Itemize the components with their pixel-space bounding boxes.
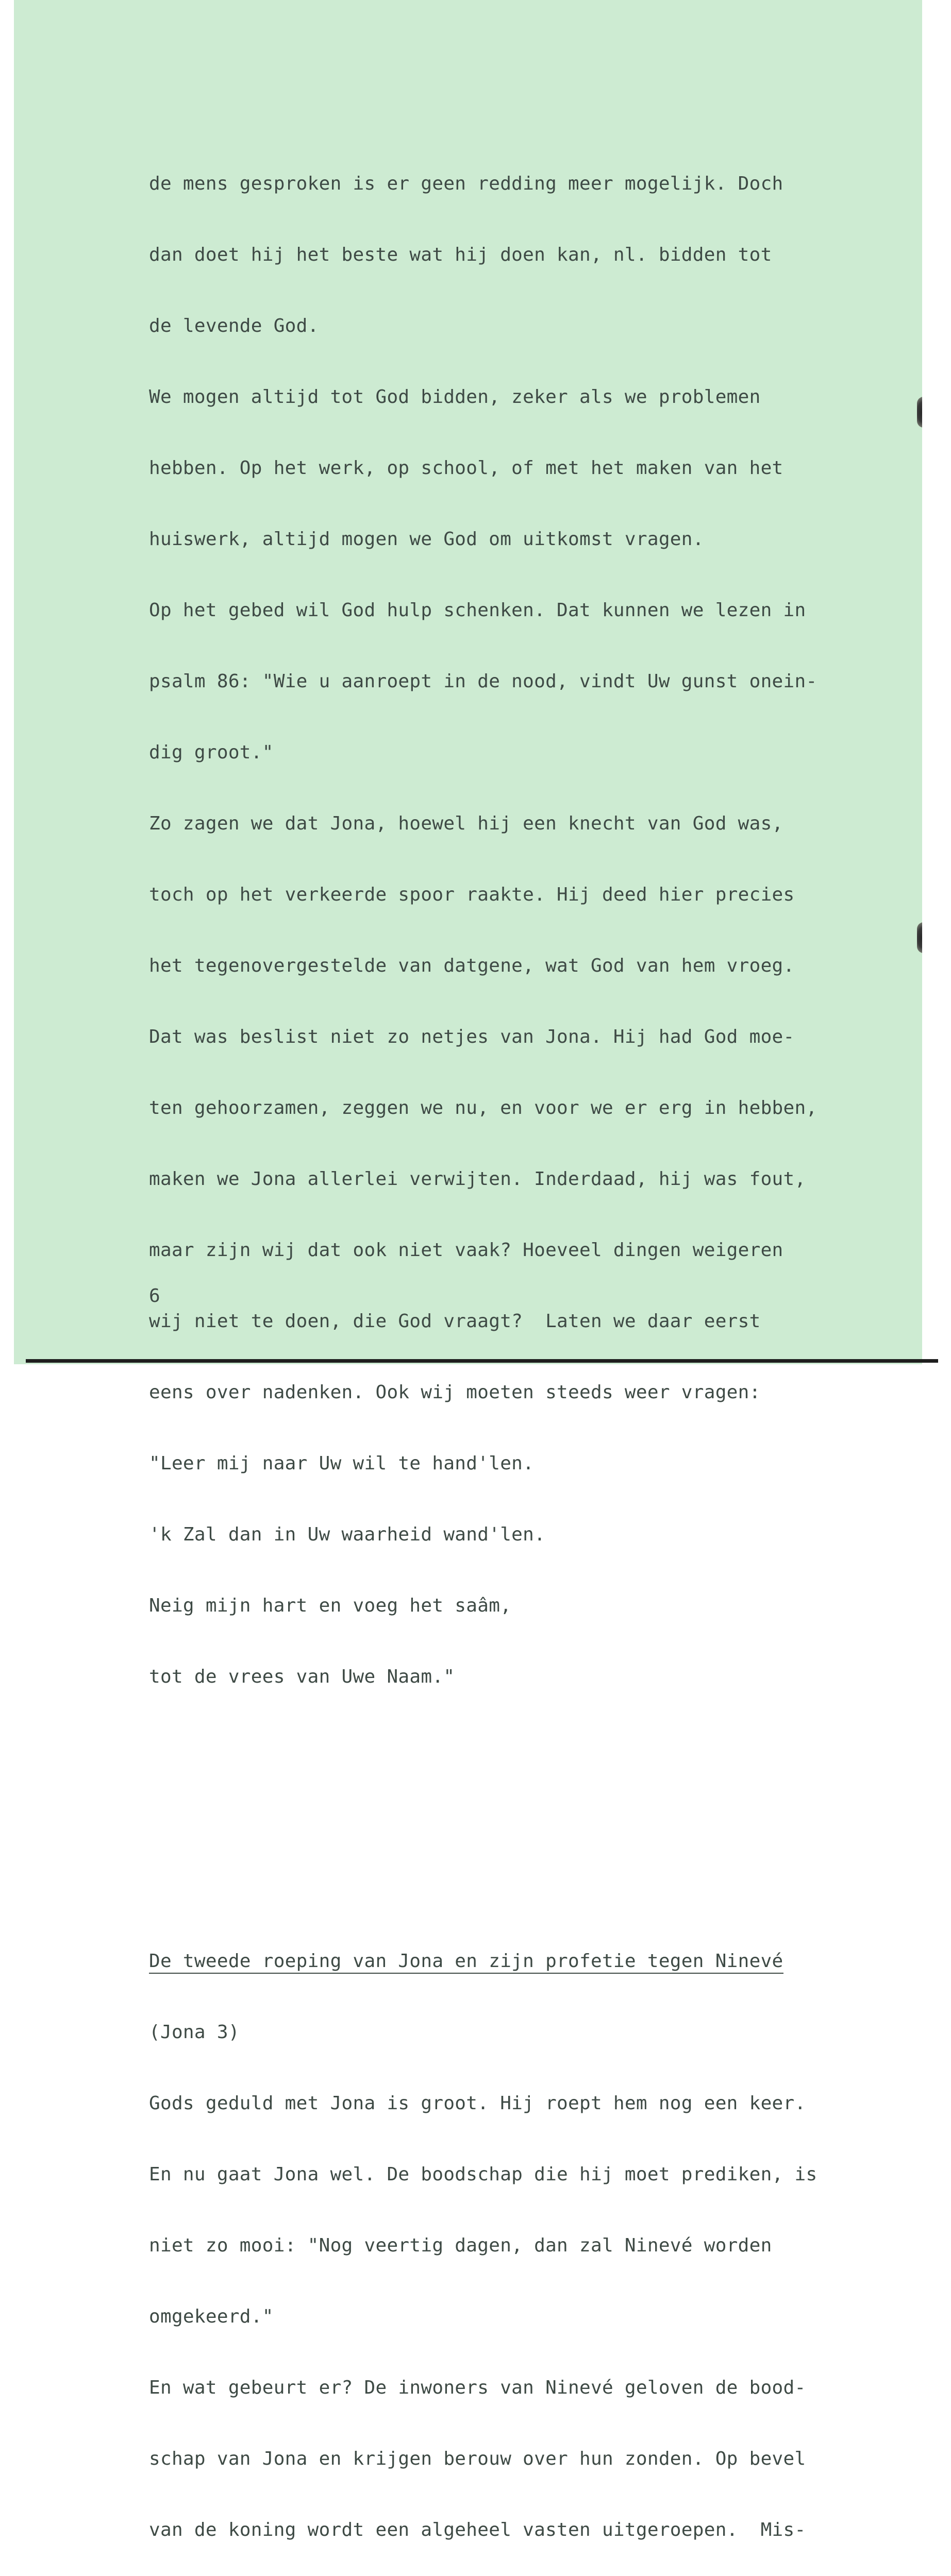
section-jona-3: [149, 1902, 871, 2576]
text-line: huiswerk, altijd mogen we God om uitkomst vragen.: [149, 529, 704, 550]
poem-line: Neig mijn hart en voeg het saâm,: [149, 1595, 512, 1616]
text-line: Op het gebed wil God hulp schenken. Dat kunnen we lezen in: [149, 600, 806, 621]
scan-bottom-edge: [26, 1359, 938, 1363]
text-line: eens over nadenken. Ook wij moeten steeds weer vragen:: [149, 1382, 761, 1403]
text-line: de mens gesproken is er geen redding meer mogelijk. Doch: [149, 173, 783, 194]
binder-hole-top: [917, 397, 922, 428]
text-line: dan doet hij het beste wat hij doen kan, nl. bidden tot: [149, 244, 772, 265]
text-line: toch op het verkeerde spoor raakte. Hij deed hier precies: [149, 884, 795, 905]
text-line: schap van Jona en krijgen berouw over hun zonden. Op bevel: [149, 2448, 806, 2469]
poem-line: 'k Zal dan in Uw waarheid wand'len.: [149, 1524, 546, 1545]
text-line: niet zo mooi: "Nog veertig dagen, dan zal Ninevé worden: [149, 2235, 772, 2256]
text-line: het tegenovergestelde van datgene, wat God van hem vroeg.: [149, 955, 795, 976]
text-line: We mogen altijd tot God bidden, zeker als we problemen: [149, 386, 761, 408]
text-line: En nu gaat Jona wel. De boodschap die hij moet prediken, is: [149, 2164, 817, 2185]
text-line: omgekeerd.": [149, 2306, 274, 2327]
text-line: psalm 86: "Wie u aanroept in de nood, vindt Uw gunst onein-: [149, 671, 817, 692]
paragraph-gap: [149, 1807, 871, 1831]
section-reference: (Jona 3): [149, 2022, 240, 2043]
paragraph-block-1: [149, 125, 871, 1736]
page-number: 6: [149, 1285, 160, 1307]
text-line: Zo zagen we dat Jona, hoewel hij een knecht van God was,: [149, 813, 783, 834]
section-heading: De tweede roeping van Jona en zijn profetie tegen Ninevé: [149, 1951, 783, 1974]
text-line: hebben. Op het werk, op school, of met het maken van het: [149, 457, 783, 479]
text-line: Gods geduld met Jona is groot. Hij roept hem nog een keer.: [149, 2093, 806, 2114]
poem-line: tot de vrees van Uwe Naam.": [149, 1666, 455, 1687]
binder-hole-bottom: [917, 922, 922, 953]
text-line: Dat was beslist niet zo netjes van Jona. Hij had God moe-: [149, 1026, 795, 1047]
body-text: [149, 77, 871, 2576]
text-line: wij niet te doen, die God vraagt? Laten we daar eerst: [149, 1311, 761, 1332]
text-line: En wat gebeurt er? De inwoners van Ninevé geloven de bood-: [149, 2377, 806, 2398]
poem-line: "Leer mij naar Uw wil te hand'len.: [149, 1453, 535, 1474]
text-line: dig groot.": [149, 742, 274, 763]
text-line: ten gehoorzamen, zeggen we nu, en voor we er erg in hebben,: [149, 1097, 817, 1118]
text-line: maar zijn wij dat ook niet vaak? Hoeveel dingen weigeren: [149, 1240, 783, 1261]
text-line: de levende God.: [149, 315, 319, 336]
text-line: maken we Jona allerlei verwijten. Inderdaad, hij was fout,: [149, 1168, 806, 1190]
text-line: van de koning wordt een algeheel vasten uitgeroepen. Mis-: [149, 2519, 806, 2540]
